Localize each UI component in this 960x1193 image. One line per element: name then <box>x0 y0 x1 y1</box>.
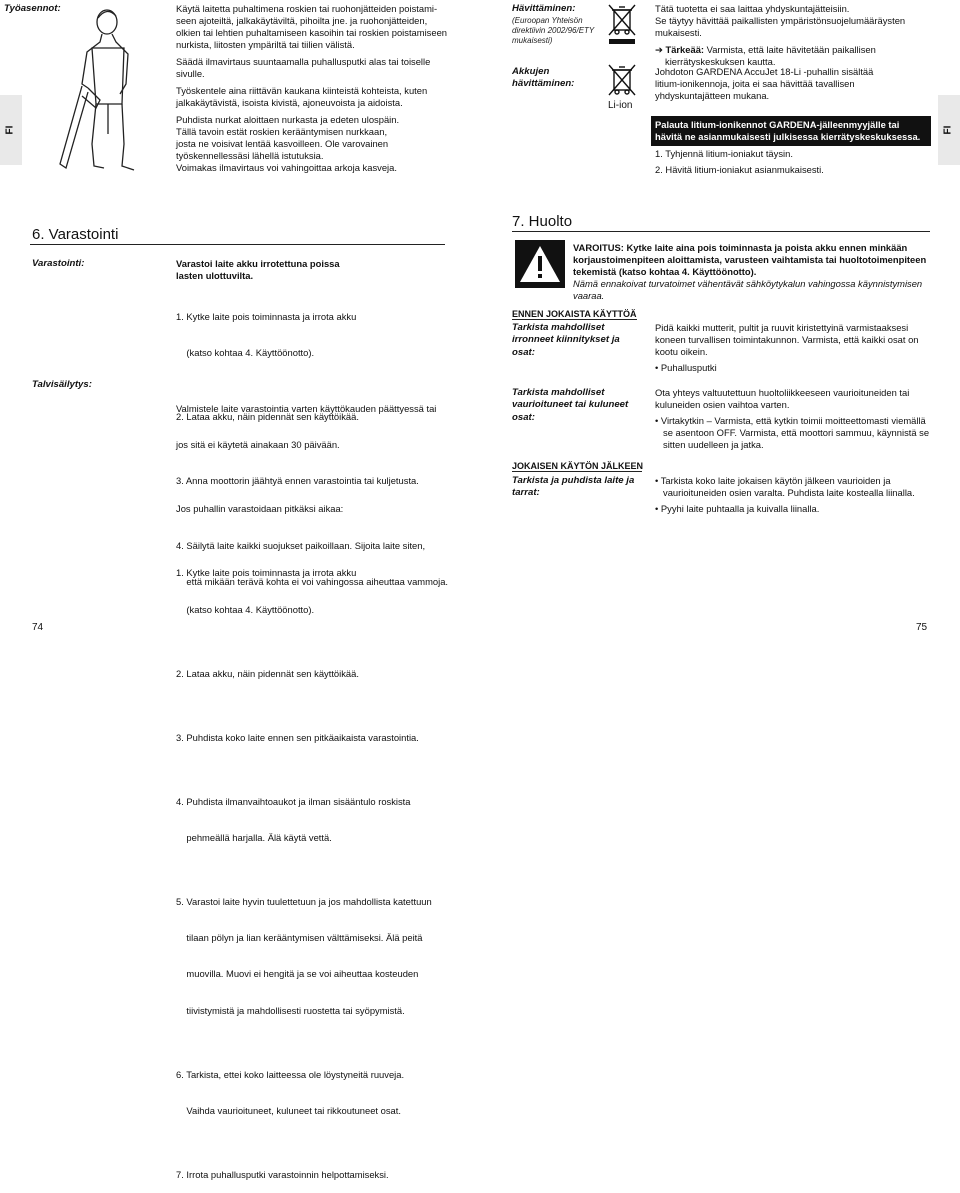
storage-steps: 1. Kytke laite pois toiminnasta ja irrota akku (katso kohtaa 4. Käyttöönotto). 2. Lataa akku, näin pidennät sen käyttöikää. 3. Anna moottorin jäähtyä ennen varastointia tai kuljetusta. 4. Säilytä laite kaikki suojukset paikoillaan. Sijoita laite siten, että mikään terävä kohta ei voi vahingossa aiheuttaa vammoja. <box>176 311 449 587</box>
language-tab-right: FI <box>938 95 960 165</box>
battery-notice-box: Palauta litium-ionikennot GARDENA-jälleenmyyjälle tai hävitä ne asianmukaisesti julkisessa kierrätyskeskuksessa. <box>651 116 931 146</box>
disposal-text: Tätä tuotetta ei saa laittaa yhdyskuntajätteisiin. Se täytyy hävittää paikallisten ympäristönsuojelumääräysten mukaisesti. ➔ Tärkeää: Varmista, että laite hävitetään paikallisen kierrätyskeskuksen kautta. <box>655 3 906 68</box>
divider <box>512 319 637 320</box>
page-number-left: 74 <box>32 622 44 633</box>
language-tab-left: FI <box>0 95 22 165</box>
bullet-icon: • <box>655 362 661 374</box>
after-use-label: Tarkista ja puhdista laite ja tarrat: <box>512 475 635 499</box>
battery-label: Akkujen hävittäminen: <box>512 66 575 90</box>
after-use-text: • Tarkista koko laite jokaisen käytön jälkeen vaurioiden ja vaurioituneiden osien varalta. Puhdista laite kostealla liinalla. • Pyyhi laite puhtaalla ja kuivalla liinalla. <box>655 475 915 515</box>
liion-label: Li-ion <box>608 100 633 111</box>
check-parts-text: Ota yhteys valtuutettuun huoltoliikkeeseen vaurioituneiden tai kuluneiden osien vaihtoa varten. • Virtakytkin – Varmista, että kytkin toimii moitteettomasti viemällä se asentoon OFF. Varmista, että moottori sammuu, käynnistä se sitten uudelleen ja jatka. <box>655 387 930 451</box>
before-use-heading: ENNEN JOKAISTA KÄYTTÖÄ <box>512 309 637 319</box>
crossed-bin-icon <box>605 2 639 46</box>
bullet-icon: • <box>655 503 661 515</box>
winter-label: Talvisäilytys: <box>32 379 92 390</box>
disposal-note: (Euroopan Yhteisön direktiivin 2002/96/ETY mukaisesti) <box>512 16 595 46</box>
storage-heading: 6. Varastointi <box>32 226 119 243</box>
page-number-right: 75 <box>916 622 928 633</box>
warning-text: VAROITUS: Kytke laite aina pois toiminnasta ja poista akku ennen minkään korjaustoimenpiteen aloittamista, varusteen vaihtamista tai huoltotoimenpiteen tekemistä (katso kohtaa 4. Käyttöönotto). Nämä ennakoivat turvatoimet vähentävät sähköytykalun vahingossa käynnistymisen vaaraa. <box>573 242 927 302</box>
crossed-bin-battery-icon <box>605 62 639 98</box>
workwear-text: Käytä laitetta puhaltimena roskien tai ruohonjätteiden poistami- seen ajoteiltä, jalkakäytäviltä, pihoilta jne. ja ruohonjätteiden, olkien tai lehtien puhaltamiseen kasoihin tai roskien poistamiseen nurkista, liitosten ympäriltä tai tiilien välistä. Säädä ilmavirtaus suuntaamalla puhallusputki alas tai toiselle sivulle. Työskentele aina riittävän kaukana kiinteistä kohteista, kuten jalkakäytävistä, isoista kivistä, ajoneuvoista ja aidoista. Puhdista nurkat aloittaen nurkasta ja edeten ulospäin. Tällä tavoin estät roskien kerääntymisen nurkkaan, josta ne voisivat lentää kasvoilleen. Ole varovainen työskennellessäsi lähellä istutuksia. Voimakas ilmavirtaus voi vahingoittaa arkoja kasveja. <box>176 3 447 174</box>
check-parts-label: Tarkista mahdolliset vaurioituneet tai kuluneet osat: <box>512 387 629 423</box>
disposal-label: Hävittäminen: <box>512 3 576 14</box>
bullet-icon: • <box>655 415 661 427</box>
battery-text: Johdoton GARDENA AccuJet 18-Li -puhallin sisältää litium-ionikennoja, joita ei saa hävittää tavallisen yhdyskuntajätteen mukana. <box>655 66 874 102</box>
bullet-icon: • <box>655 475 661 486</box>
maintenance-heading: 7. Huolto <box>512 213 573 230</box>
winter-text: Valmistele laite varastointia varten käyttökauden päättyessä tai jos sitä ei käytetä ainakaan 30 päivään. Jos puhallin varastoidaan pitkäksi aikaa: 1. Kytke laite pois toiminnasta ja irrota akku (katso kohtaa 4. Käyttöönotto). 2. Lataa akku, näin pidennät sen käyttöikää. 3. Puhdista koko laite ennen sen pitkäaikaista varastointia. 4. Puhdista ilmanvaihtoaukot ja ilman sisääntulo roskista pehmeällä harjalla. Älä käytä vettä. 5. Varastoi laite hyvin tuulettetuun ja jos mahdollista katettuun tilaan pölyn ja lian kerääntymisen välttämiseksi. Älä peitä muovilla. Muovi ei hengitä ja se voi aiheuttaa kosteuden tiivistymistä ja mahdollisesti ruostetta tai syöpymistä. 6. Tarkista, ettei koko laitteessa ole löystyneitä ruuveja. Vaihda vaurioituneet, kuluneet tai rikkoutuneet osat. 7. Irrota puhallusputki varastoinnin helpottamiseksi. <box>176 403 437 1180</box>
storage-label: Varastointi: <box>32 258 85 269</box>
divider <box>512 231 930 232</box>
warning-triangle-icon <box>515 240 565 288</box>
before-use-text: Pidä kaikki mutterit, pultit ja ruuvit kiristettyinä varmistaaksesi koneen turvallisen toimintakunnon. Varmista, että kaikki osat on kootu oikein. • Puhallusputki <box>655 322 919 374</box>
storage-bold-text: Varastoi laite akku irrotettuna poissa lasten ulottuvilta. <box>176 258 340 282</box>
divider <box>512 471 642 472</box>
arrow-icon: ➔ <box>655 44 666 56</box>
before-use-label: Tarkista mahdolliset irronneet kiinnitykset ja osat: <box>512 322 620 358</box>
workwear-label: Työasennot: <box>4 3 61 14</box>
after-use-heading: JOKAISEN KÄYTÖN JÄLKEEN <box>512 461 644 471</box>
person-with-blower-illustration <box>52 4 152 176</box>
battery-steps: 1. Tyhjennä litium-ioniakut täysin. 2. Hävitä litium-ioniakut asianmukaisesti. <box>655 148 824 176</box>
